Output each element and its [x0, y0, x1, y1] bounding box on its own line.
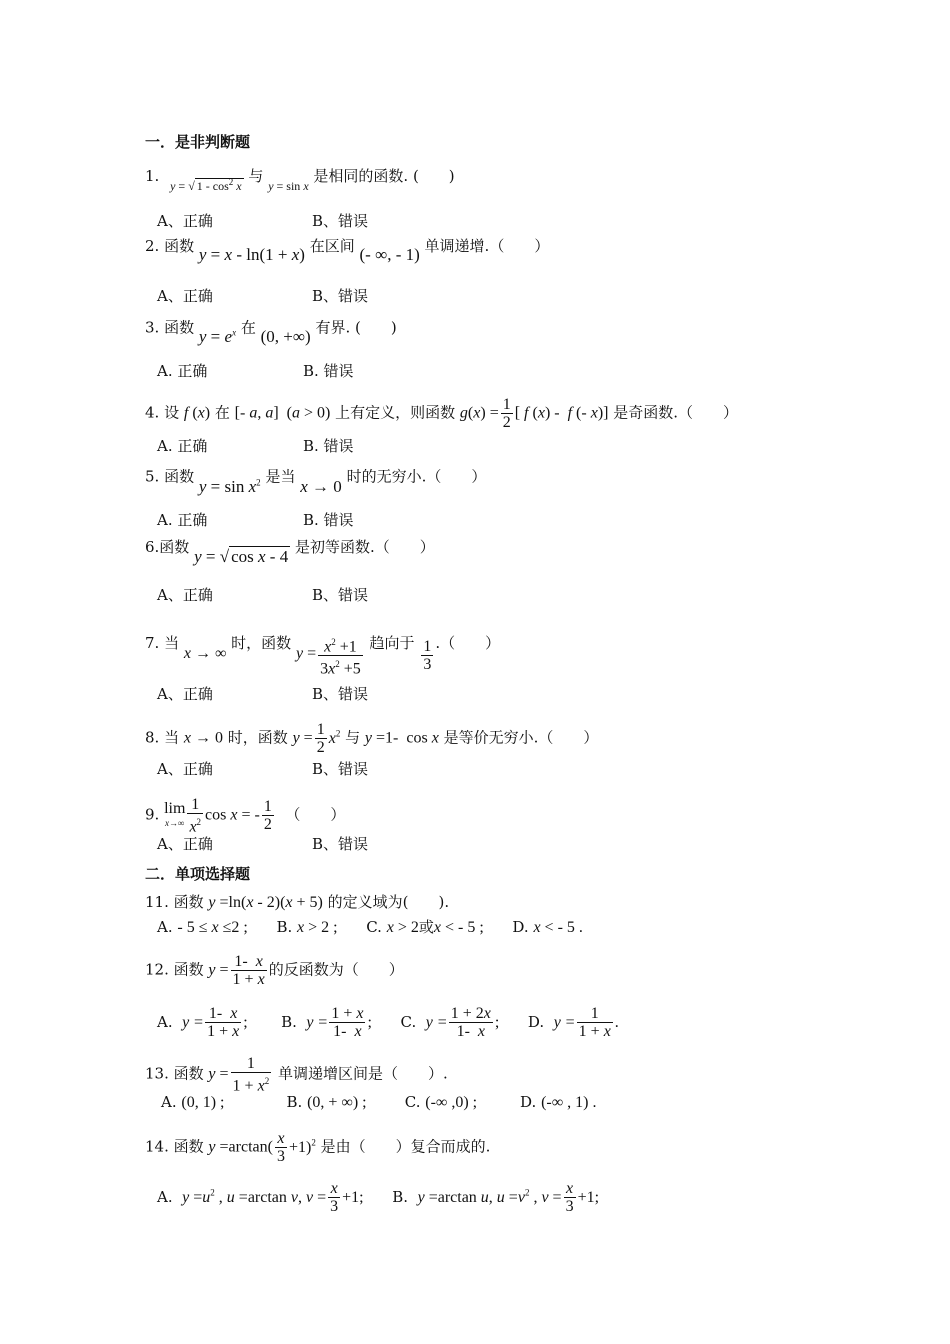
question-12: 12. 函数 y = $\frac{1- x}{1 + x}$ 的反函数为（ ） [145, 953, 404, 988]
question-14: 14. 函数 y =arctan( $\frac{x}{3}$ +1)$^2$ 是由（ ）复合而成的. [145, 1130, 491, 1165]
question-8: 8. 当 x → 0 时，函数 y = $\frac{1}{2}$ $x^2$ 与 y =1- cos x 是等价无穷小.（ ） [145, 721, 599, 756]
q5-option-a[interactable]: A. 正确 [157, 511, 208, 529]
q14-options [157, 1180, 599, 1215]
q1-option-a[interactable]: A、正确 [157, 212, 213, 230]
q6-option-b[interactable]: B、错误 [312, 586, 369, 604]
q4-option-b[interactable]: B. 错误 [303, 437, 354, 455]
question-3: 3. 函数 $y = e^x$ 在 (0, +∞) 有界. ( ) [145, 318, 397, 346]
question-2: 2. 函数 y = x - ln(1 + x) 在区间 (- ∞, - 1) 单调递增.（ ） [145, 237, 550, 264]
q14-option-b[interactable]: B. y =arctan u, $u =v^2$ , v = $\frac{x}{3}$ +1; [392, 1180, 600, 1215]
q1-option-b[interactable]: B、错误 [312, 212, 369, 230]
q8-option-b[interactable]: B、错误 [312, 760, 369, 778]
q13-options [161, 1092, 596, 1113]
q13-option-a[interactable]: A. (0, 1) ; [161, 1093, 225, 1111]
q7-option-b[interactable]: B、错误 [312, 685, 369, 703]
question-6: 6.函数 y = √ cos x - 4 是初等函数.（ ） [145, 538, 435, 566]
q2-option-a[interactable]: A、正确 [157, 287, 213, 305]
q9-option-b[interactable]: B、错误 [312, 835, 369, 853]
q11-option-a[interactable]: A. - 5 ≤ x ≤2 ; [157, 918, 248, 936]
q12-option-a[interactable]: A. y = $\frac{1- x}{1 + x}$ ; [157, 1005, 248, 1040]
q11-option-c[interactable]: C. x > 2或x < - 5 ; [366, 918, 484, 936]
section-2-title: 二．单项选择题 [145, 865, 251, 883]
q7-option-a[interactable]: A、正确 [157, 685, 213, 703]
q11-option-b[interactable]: B. x > 2 ; [276, 918, 338, 936]
q11-options [157, 917, 583, 938]
q14-option-a[interactable]: A. $y =u^2$ , u =arctan v, v = $\frac{x}{3}$ +1; [157, 1180, 364, 1215]
q3-option-b[interactable]: B. 错误 [303, 362, 354, 380]
question-1: 1. $_{y = √ 1 - cos^2 x}$ 与 $_{y = sin x}$ 是相同的函数. ( ) [145, 167, 455, 193]
q2-option-b[interactable]: B、错误 [312, 287, 369, 305]
q3-option-a[interactable]: A. 正确 [157, 362, 208, 380]
q12-option-b[interactable]: B. y = $\frac{1 + x}{1- x}$ ; [281, 1005, 372, 1040]
q6-option-a[interactable]: A、正确 [157, 586, 213, 604]
q13-option-c[interactable]: C. (-∞ ,0) ; [404, 1093, 478, 1111]
q4-option-a[interactable]: A. 正确 [157, 437, 208, 455]
q12-options [157, 1005, 619, 1040]
question-9: 9. lim x→∞ $\frac{1}{x^2}$ cos x = - $\frac{1}{2}$ （ ） [145, 796, 346, 836]
question-11: 11. 函数 y =ln(x - 2)(x + 5) 的定义域为( ). [145, 893, 450, 911]
question-7: 7. 当 x → ∞ 时，函数 y = $\frac{x^2 +1}{3x^2 +5}$ 趋向于 $\frac{1}{3}$ .（ ） [145, 633, 501, 678]
q12-option-c[interactable]: C. y = $\frac{1 + 2x}{1- x}$ ; [400, 1005, 500, 1040]
q8-option-a[interactable]: A、正确 [157, 760, 213, 778]
question-13: 13. 函数 y = $\frac{1}{1 + x^2}$ 单调递增区间是（ ）. [145, 1055, 448, 1095]
q13-option-b[interactable]: B. (0, + ∞) ; [286, 1093, 367, 1111]
q11-option-d[interactable]: D. x < - 5 . [512, 918, 583, 936]
q5-option-b[interactable]: B. 错误 [303, 511, 354, 529]
question-5: 5. 函数 $y = \sin x^2$ 是当 x → 0 时的无穷小.（ ） [145, 467, 487, 496]
q12-option-d[interactable]: D. y = $\frac{1}{1 + x}$ . [527, 1005, 619, 1040]
q9-option-a[interactable]: A、正确 [157, 835, 213, 853]
section-1-title: 一．是非判断题 [145, 133, 251, 151]
question-4: 4. 设 f (x) 在 [- a, a] (a > 0) 上有定义，则函数 g(x) = $\frac{1}{2}$ [ f (x) - f (- x)] 是奇函数.（ ） [145, 396, 739, 431]
q13-option-d[interactable]: D. (-∞ , 1) . [520, 1093, 597, 1111]
